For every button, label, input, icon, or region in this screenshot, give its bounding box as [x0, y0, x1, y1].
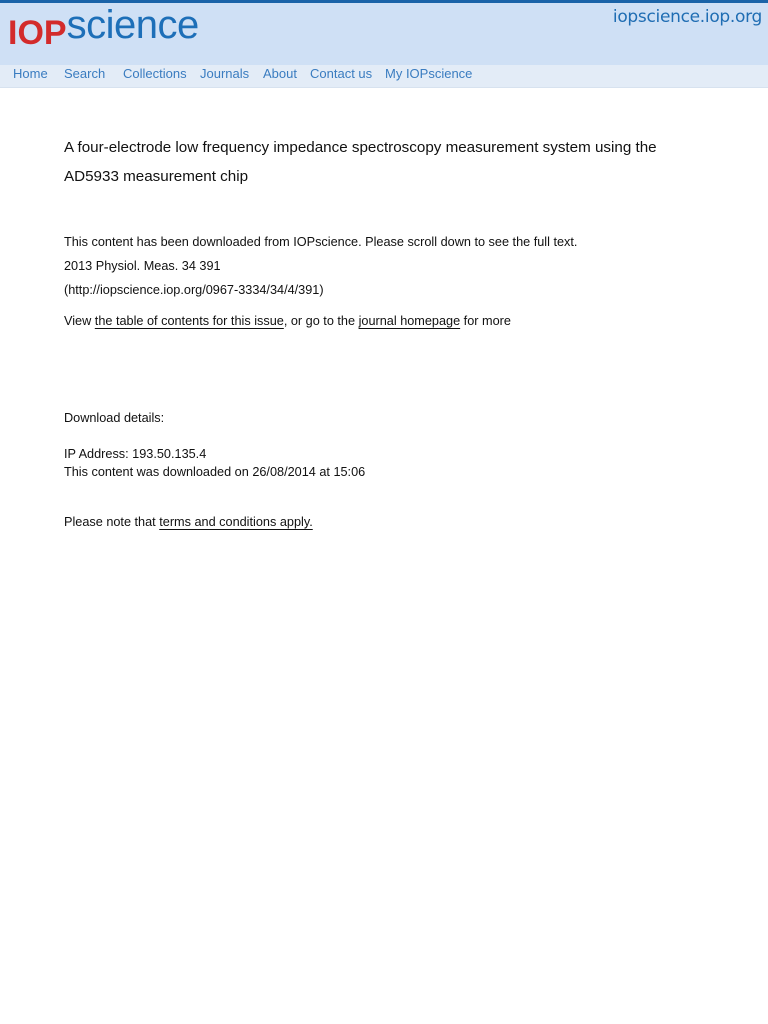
terms-line: [64, 514, 313, 530]
article-title: A four-electrode low frequency impedance spectroscopy measurement system using the AD5933 measurement chip: [64, 139, 657, 185]
terms-prefix: Please note that: [64, 515, 160, 529]
site-url-link[interactable]: iopscience.iop.org: [612, 7, 762, 27]
article-url: (http://iopscience.iop.org/0967-3334/34/4/391): [64, 283, 324, 297]
logo-science-text: science: [66, 3, 199, 47]
logo-iop-text: IOP: [8, 14, 67, 52]
nav-my-iopscience[interactable]: My IOPscience: [385, 66, 473, 81]
view-prefix: View: [64, 314, 95, 328]
nav-contact-us[interactable]: Contact us: [310, 66, 373, 81]
site-header: [0, 3, 768, 65]
download-timestamp: This content was downloaded on 26/08/2014 at 15:06: [64, 465, 366, 479]
downloaded-notice: This content has been downloaded from IOPscience. Please scroll down to see the full text.: [64, 235, 578, 249]
terms-and-conditions-link[interactable]: terms and conditions apply.: [159, 515, 313, 529]
nav-collections[interactable]: Collections: [123, 66, 187, 81]
nav-home[interactable]: Home: [13, 66, 48, 81]
view-line: [64, 313, 511, 329]
nav-bar: [0, 65, 768, 88]
view-suffix: for more: [460, 314, 511, 328]
download-details-heading: Download details:: [64, 411, 165, 425]
journal-homepage-link[interactable]: journal homepage: [358, 314, 461, 328]
nav-search[interactable]: Search: [64, 66, 106, 81]
ip-address: IP Address: 193.50.135.4: [64, 447, 207, 461]
view-middle: , or go to the: [283, 314, 359, 328]
nav-about[interactable]: About: [263, 66, 297, 81]
nav-journals[interactable]: Journals: [200, 66, 250, 81]
citation: 2013 Physiol. Meas. 34 391: [64, 259, 221, 273]
iopscience-logo[interactable]: [8, 3, 199, 52]
table-of-contents-link[interactable]: the table of contents for this issue: [94, 314, 284, 328]
